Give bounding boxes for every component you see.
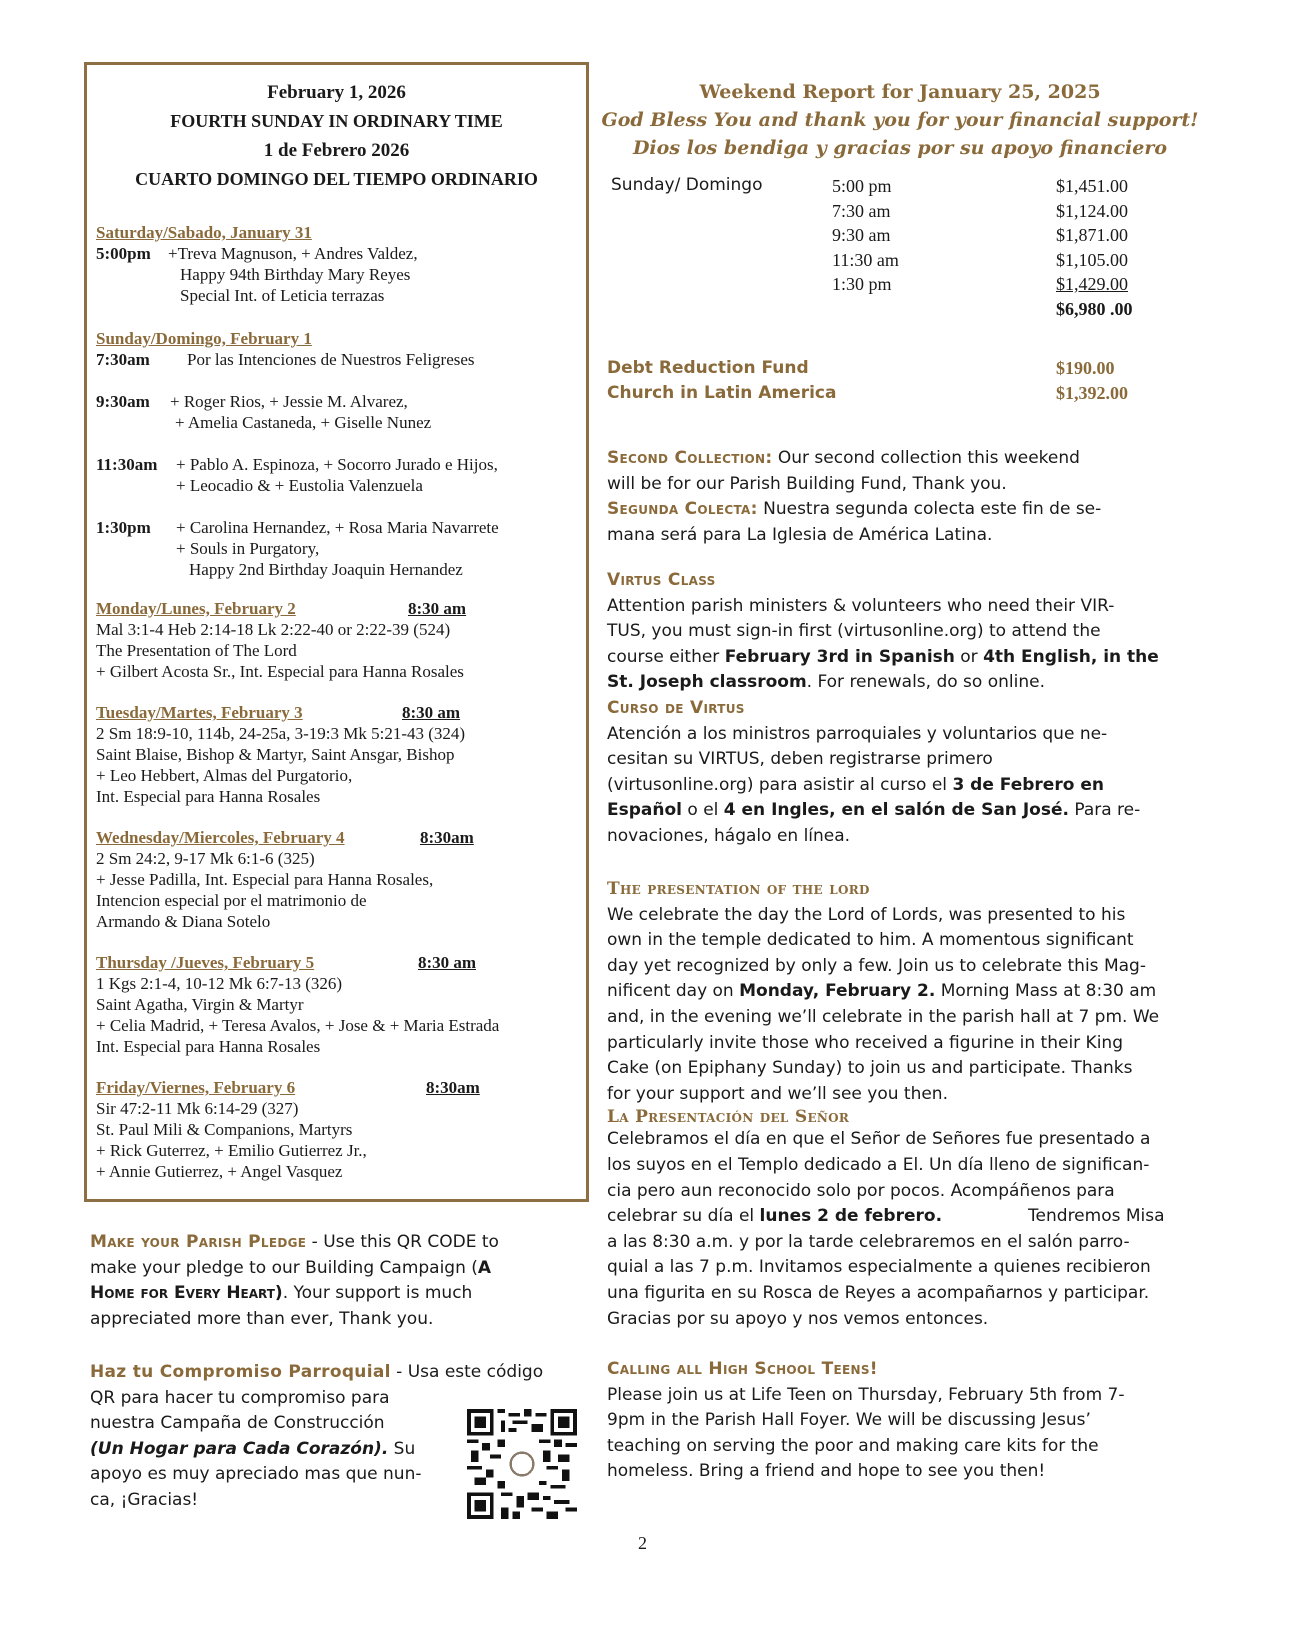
feast: The Presentation of The Lord [96, 641, 297, 660]
virtus-date-english: 4th English, in the [983, 646, 1159, 667]
collection-time: 1:30 pm [832, 274, 892, 294]
presentacion-text: quial a las 7 p.m. Invitamos especialmente a quienes recibieron [607, 1257, 1151, 1278]
pledge-es-text: QR para hacer tu compromiso para [90, 1387, 390, 1408]
mass-schedule-box [84, 62, 589, 1202]
presentacion-text: los suyos en el Templo dedicado a El. Un día lleno de significan- [607, 1154, 1150, 1175]
mass-entry [96, 454, 580, 475]
day-mass-time: 8:30 am [402, 703, 461, 722]
mass-intention: Int. Especial para Hanna Rosales [96, 1037, 321, 1056]
day-sunday [96, 329, 580, 580]
second-collection-heading: Second Collection: [607, 448, 773, 468]
day-heading-text: Thursday /Jueves, February 5 [96, 953, 315, 972]
teens-heading: Calling all High School Teens! [607, 1359, 878, 1379]
day-mass-time: 8:30am [426, 1078, 480, 1097]
day-tuesday [96, 703, 580, 807]
day-saturday [96, 223, 580, 306]
mass-intention: + Jesse Padilla, Int. Especial para Hanna Rosales, [96, 870, 434, 889]
pledge-en [90, 1230, 590, 1332]
report-times [832, 174, 899, 297]
day-heading: Saturday/Sabado, January 31 [96, 223, 312, 242]
mass-intention: + Gilbert Acosta Sr., Int. Especial para Hanna Rosales [96, 662, 464, 681]
header-date-en: February 1, 2026 [267, 82, 406, 103]
pledge-en-heading: Make your Parish Pledge [90, 1232, 307, 1252]
mass-time: 1:30pm [96, 518, 151, 537]
virtus-location: St. Joseph classroom [607, 672, 807, 693]
mass-intention: + Pablo A. Espinoza, + Socorro Jurado e Hijos, [176, 455, 498, 474]
presentacion-heading: La Presentación del Señor [607, 1107, 850, 1128]
presentation-text: nificent day on [607, 981, 740, 1002]
mass-intention: + Leocadio & + Eustolia Valenzuela [176, 476, 423, 495]
curso-virtus-date: Español [607, 800, 682, 821]
presentacion-date: lunes 2 de febrero. [759, 1206, 943, 1227]
curso-virtus-heading: Curso de Virtus [607, 697, 745, 718]
fund-name: Debt Reduction Fund [607, 358, 809, 378]
day-wednesday [96, 828, 580, 932]
collection-time: 9:30 am [832, 225, 891, 245]
mass-intention: + Leo Hebbert, Almas del Purgatorio, [96, 766, 353, 785]
mass-entry [96, 243, 580, 264]
readings: 2 Sm 24:2, 9-17 Mk 6:1-6 (325) [96, 849, 315, 868]
presentation-date: Monday, February 2. [739, 981, 936, 1002]
mass-intention: Armando & Diana Sotelo [96, 912, 271, 931]
funds-names [607, 356, 836, 406]
curso-virtus-location: 4 en Ingles, en el salón de San José. [723, 800, 1069, 821]
mass-time: 7:30am [96, 350, 150, 369]
presentacion-text: Celebramos el día en que el Señor de Señores fue presentado a [607, 1129, 1151, 1150]
mass-time: 9:30am [96, 392, 150, 411]
header-sunday-es: CUARTO DOMINGO DEL TIEMPO ORDINARIO [135, 169, 538, 189]
curso-virtus-text: cesitan su VIRTUS, deben registrarse primero [607, 749, 993, 770]
pledge-es-text: Su [388, 1438, 416, 1459]
day-heading-text: Monday/Lunes, February 2 [96, 599, 296, 618]
collection-time: 7:30 am [832, 200, 891, 221]
pledge-es-text: - Usa este código [396, 1362, 544, 1382]
second-collection [607, 446, 1207, 548]
day-mass-time: 8:30 am [408, 599, 467, 618]
pledge-campaign-name: Home for Every Heart) [90, 1283, 283, 1304]
curso-virtus-text: Atención a los ministros parroquiales y voluntarios que ne- [607, 723, 1108, 744]
qr-code-icon[interactable] [464, 1409, 580, 1519]
pledge-campaign-name-es: (Un Hogar para Cada Corazón). [90, 1438, 389, 1459]
day-heading-text: Friday/Viernes, February 6 [96, 1078, 296, 1097]
second-collection-text: Our second collection this weekend [772, 448, 1080, 468]
day-heading [96, 828, 580, 848]
report-day-label: Sunday/ Domingo [611, 175, 763, 195]
pledge-es-text: nuestra Campaña de Construcción [90, 1413, 385, 1434]
mass-time: 11:30am [96, 455, 158, 474]
readings: Mal 3:1-4 Heb 2:14-18 Lk 2:22-40 or 2:22-39 (524) [96, 620, 451, 639]
presentation-text: particularly invite those who received a figurine in their King [607, 1032, 1123, 1053]
curso-virtus-text: (virtusonline.org) para asistir al curso el [607, 774, 953, 795]
mass-entry [96, 391, 580, 412]
day-heading [96, 703, 580, 723]
teens-section [607, 1357, 1207, 1485]
mass-intention: Special Int. of Leticia terrazas [180, 286, 385, 305]
virtus-section [607, 568, 1207, 850]
segunda-colecta-text: mana será para La Iglesia de América Latina. [607, 524, 993, 545]
report-amounts [1056, 174, 1133, 321]
mass-entry [96, 517, 580, 538]
virtus-text: or [954, 646, 984, 667]
presentacion-text: Tendremos Misa [1028, 1206, 1165, 1227]
presentation-text: and, in the evening we’ll celebrate in the parish hall at 7 pm. We [607, 1006, 1160, 1027]
day-heading-text: Wednesday/Miercoles, February 4 [96, 828, 345, 847]
virtus-text: course either [607, 646, 725, 667]
collection-total: $6,980 .00 [1056, 298, 1133, 319]
fund-name: Church in Latin America [607, 383, 837, 403]
mass-intention: + Rick Guterrez, + Emilio Gutierrez Jr., [96, 1141, 367, 1160]
pledge-en-text: appreciated more than ever, Thank you. [90, 1308, 434, 1329]
virtus-text: . For renewals, do so online. [806, 672, 1045, 693]
funds-amounts [1056, 356, 1128, 406]
page-number: 2 [638, 1533, 647, 1553]
day-mass-time: 8:30 am [418, 953, 477, 972]
collection-amount: $1,451.00 [1056, 176, 1128, 196]
day-mass-time: 8:30am [420, 828, 474, 847]
segunda-colecta-heading: Segunda Colecta: [607, 499, 758, 520]
pledge-en-text: make your pledge to our Building Campaign ( [90, 1257, 478, 1278]
box-header [87, 78, 586, 194]
report-subtitle-es: Dios los bendiga y gracias por su apoyo financiero [632, 137, 1168, 159]
weekend-report-header [600, 78, 1200, 162]
presentation-section [607, 877, 1207, 1332]
day-heading [96, 599, 580, 619]
curso-virtus-date: 3 de Febrero en [952, 774, 1104, 795]
presentacion-text: cia pero aun reconocido solo por pocos. Acompáñenos para [607, 1180, 1115, 1201]
readings: Sir 47:2-11 Mk 6:14-29 (327) [96, 1099, 299, 1118]
fund-amount: $190.00 [1056, 358, 1115, 378]
mass-intention: Intencion especial por el matrimonio de [96, 891, 367, 910]
curso-virtus-text: novaciones, hágalo en línea. [607, 825, 851, 846]
virtus-heading: Virtus Class [607, 570, 716, 590]
presentation-heading: The presentation of the lord [607, 879, 870, 899]
pledge-en-text: A [477, 1257, 492, 1278]
day-monday [96, 599, 580, 682]
presentacion-text: celebrar su día el [607, 1206, 760, 1227]
report-subtitle-en: God Bless You and thank you for your financial support! [601, 109, 1199, 131]
day-friday [96, 1078, 580, 1182]
pledge-en-text: . Your support is much [282, 1283, 473, 1304]
mass-intention: Happy 94th Birthday Mary Reyes [180, 265, 411, 284]
mass-intention: Happy 2nd Birthday Joaquin Hernandez [189, 560, 463, 579]
mass-intention: + Carolina Hernandez, + Rosa Maria Navarrete [176, 518, 499, 537]
mass-intention: +Treva Magnuson, + Andres Valdez, [168, 244, 418, 263]
collection-amount: $1,429.00 [1056, 274, 1128, 294]
teens-text: Please join us at Life Teen on Thursday, February 5th from 7- [607, 1384, 1125, 1405]
mass-intention: Por las Intenciones de Nuestros Feligreses [187, 350, 475, 369]
mass-entry [96, 349, 580, 370]
virtus-date-spanish: February 3rd in Spanish [724, 646, 955, 667]
readings: 1 Kgs 2:1-4, 10-12 Mk 6:7-13 (326) [96, 974, 343, 993]
curso-virtus-text: Para re- [1068, 800, 1141, 821]
mass-intention: Int. Especial para Hanna Rosales [96, 787, 321, 806]
mass-intention: + Celia Madrid, + Teresa Avalos, + Jose & + Maria Estrada [96, 1016, 500, 1035]
day-thursday [96, 953, 580, 1057]
mass-time: 5:00pm [96, 244, 151, 263]
fund-amount: $1,392.00 [1056, 383, 1128, 403]
feast: Saint Agatha, Virgin & Martyr [96, 995, 304, 1014]
readings: 2 Sm 18:9-10, 114b, 24-25a, 3-19:3 Mk 5:21-43 (324) [96, 724, 466, 743]
presentation-text: day yet recognized by only a few. Join us to celebrate this Mag- [607, 955, 1146, 976]
presentation-text: Cake (on Epiphany Sunday) to join us and participate. Thanks [607, 1058, 1133, 1079]
collection-time: 5:00 pm [832, 176, 892, 196]
virtus-text: TUS, you must sign-in first (virtusonline.org) to attend the [607, 621, 1101, 642]
second-collection-text: will be for our Parish Building Fund, Thank you. [607, 473, 1007, 494]
mass-intention: + Roger Rios, + Jessie M. Alvarez, [170, 392, 408, 411]
day-heading-text: Tuesday/Martes, February 3 [96, 703, 303, 722]
header-date-es: 1 de Febrero 2026 [263, 140, 410, 161]
pledge-es-heading: Haz tu Compromiso Parroquial [90, 1362, 391, 1382]
day-heading [96, 1078, 580, 1098]
presentacion-text: Gracias por su apoyo y nos vemos entonces. [607, 1308, 989, 1329]
pledge-es-text: ca, ¡Gracias! [90, 1489, 199, 1510]
virtus-text: Attention parish ministers & volunteers who need their VIR- [607, 595, 1115, 616]
pledge-es-text: apoyo es muy apreciado mas que nun- [90, 1464, 422, 1485]
presentation-text: We celebrate the day the Lord of Lords, was presented to his [607, 904, 1126, 925]
collection-amount: $1,124.00 [1056, 200, 1128, 221]
feast: St. Paul Mili & Companions, Martyrs [96, 1120, 353, 1139]
mass-intention: + Annie Gutierrez, + Angel Vasquez [96, 1162, 343, 1181]
curso-virtus-text: o el [681, 800, 724, 821]
presentation-text: Morning Mass at 8:30 am [935, 981, 1157, 1002]
presentacion-text: una figurita en su Rosca de Reyes a acompañarnos y participar. [607, 1282, 1150, 1303]
pledge-en-text: - Use this QR CODE to [311, 1232, 499, 1252]
day-heading [96, 953, 580, 973]
presentacion-text: a las 8:30 a.m. y por la tarde celebraremos en el salón parro- [607, 1231, 1130, 1252]
segunda-colecta-text: Nuestra segunda colecta este fin de se- [757, 499, 1102, 520]
presentation-text: own in the temple dedicated to him. A momentous significant [607, 930, 1134, 951]
collection-amount: $1,871.00 [1056, 225, 1128, 245]
feast: Saint Blaise, Bishop & Martyr, Saint Ansgar, Bishop [96, 745, 455, 764]
mass-intention: + Amelia Castaneda, + Giselle Nunez [175, 413, 432, 432]
collection-amount: $1,105.00 [1056, 249, 1128, 270]
teens-text: 9pm in the Parish Hall Foyer. We will be discussing Jesus’ [607, 1410, 1091, 1431]
day-heading: Sunday/Domingo, February 1 [96, 329, 312, 348]
collection-time: 11:30 am [832, 249, 899, 270]
mass-intention: + Souls in Purgatory, [176, 539, 320, 558]
teens-text: homeless. Bring a friend and hope to see you then! [607, 1461, 1046, 1482]
header-sunday-en: FOURTH SUNDAY IN ORDINARY TIME [170, 111, 503, 131]
report-title: Weekend Report for January 25, 2025 [699, 81, 1101, 103]
teens-text: teaching on serving the poor and making care kits for the [607, 1435, 1099, 1456]
presentation-text: for your support and we’ll see you then. [607, 1083, 948, 1104]
